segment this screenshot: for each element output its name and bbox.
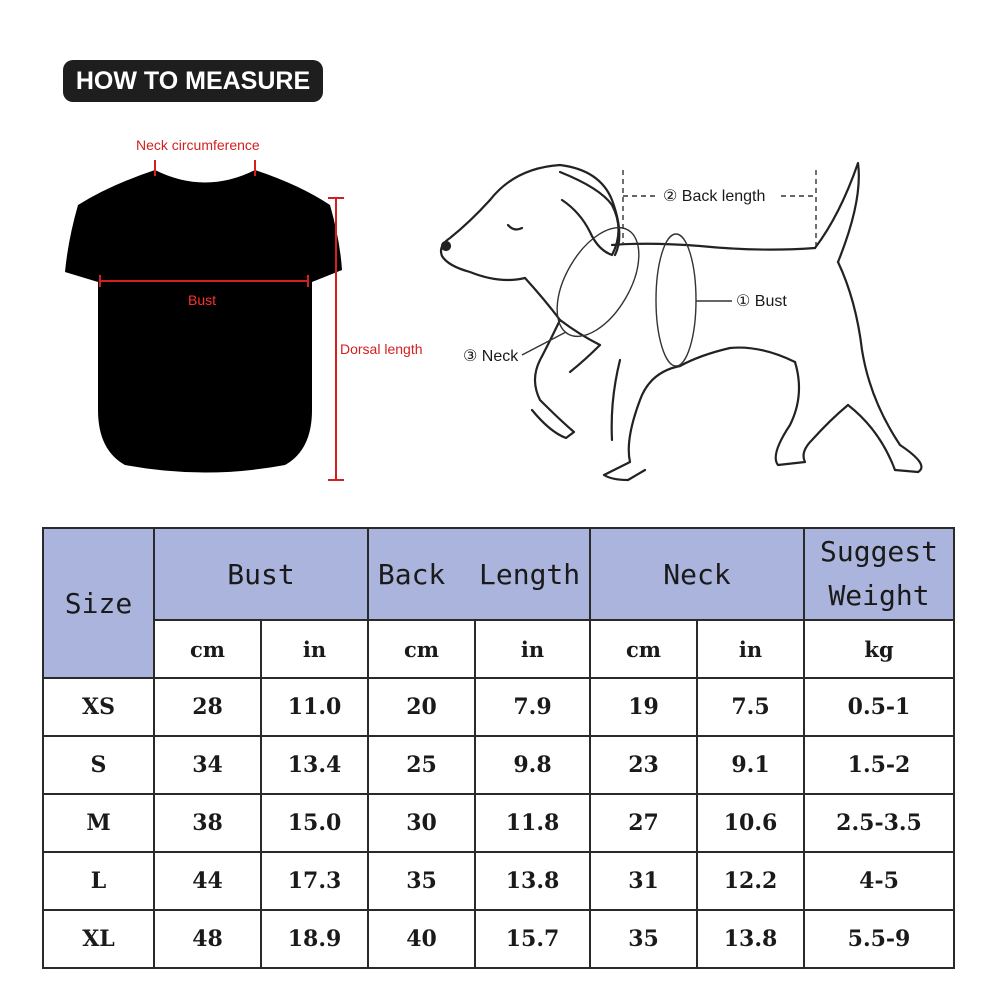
how-to-measure-badge: HOW TO MEASURE — [63, 60, 323, 102]
size-cell: XL — [43, 910, 154, 968]
bust-in-cell: 15.0 — [261, 794, 368, 852]
table-row — [43, 794, 954, 852]
dog-neck-label: ③ Neck — [460, 346, 521, 366]
bust-header: Bust — [154, 528, 368, 620]
size-cell: M — [43, 794, 154, 852]
weight-cell: 0.5-1 — [804, 678, 954, 736]
weight-cell: 1.5-2 — [804, 736, 954, 794]
bust-cm-cell: 48 — [154, 910, 261, 968]
back-cm-cell: 20 — [368, 678, 475, 736]
dog-bust-label: ① Bust — [733, 291, 790, 311]
table-row — [43, 736, 954, 794]
dog-guides — [623, 170, 816, 246]
back-cm-cell: 40 — [368, 910, 475, 968]
back-in-cell: 7.9 — [475, 678, 590, 736]
back-cm-cell: 35 — [368, 852, 475, 910]
neck-loop — [540, 214, 655, 350]
unit-cell: cm — [154, 620, 261, 678]
unit-cell: in — [261, 620, 368, 678]
bust-in-cell: 11.0 — [261, 678, 368, 736]
neck-in-cell: 7.5 — [697, 678, 804, 736]
table-row — [43, 910, 954, 968]
weight-cell: 5.5-9 — [804, 910, 954, 968]
bust-cm-cell: 34 — [154, 736, 261, 794]
bust-in-cell: 18.9 — [261, 910, 368, 968]
dog-loops — [522, 214, 732, 366]
back-in-cell: 13.8 — [475, 852, 590, 910]
neck-in-cell: 10.6 — [697, 794, 804, 852]
bust-cm-cell: 44 — [154, 852, 261, 910]
neck-cm-cell: 27 — [590, 794, 697, 852]
bust-label: Bust — [188, 292, 217, 308]
unit-cell: in — [697, 620, 804, 678]
size-cell: XS — [43, 678, 154, 736]
header-row — [43, 528, 954, 620]
back-cm-cell: 30 — [368, 794, 475, 852]
size-cell: S — [43, 736, 154, 794]
weight-cell: 4-5 — [804, 852, 954, 910]
neck-cm-cell: 19 — [590, 678, 697, 736]
suggest-weight-header: Suggest Weight — [804, 528, 954, 620]
dog-drawing — [441, 163, 921, 480]
back-length-header: Back Length — [368, 528, 590, 620]
neck-in-cell: 9.1 — [697, 736, 804, 794]
size-chart-table — [42, 527, 955, 969]
neck-in-cell: 12.2 — [697, 852, 804, 910]
bust-cm-cell: 38 — [154, 794, 261, 852]
neck-circumference-label: Neck circumference — [136, 137, 260, 153]
back-in-cell: 15.7 — [475, 910, 590, 968]
back-in-cell: 11.8 — [475, 794, 590, 852]
unit-cell: cm — [368, 620, 475, 678]
size-cell: L — [43, 852, 154, 910]
bust-loop — [656, 234, 696, 366]
neck-header: Neck — [590, 528, 804, 620]
dog-shirt-shape — [65, 170, 342, 473]
neck-cm-cell: 23 — [590, 736, 697, 794]
neck-in-cell: 13.8 — [697, 910, 804, 968]
neck-cm-cell: 31 — [590, 852, 697, 910]
size-header: Size — [43, 528, 154, 678]
back-length-label: ② Back length — [660, 186, 768, 206]
bust-in-cell: 13.4 — [261, 736, 368, 794]
back-cm-cell: 25 — [368, 736, 475, 794]
unit-row — [43, 620, 954, 678]
table-row — [43, 678, 954, 736]
dorsal-length-label: Dorsal length — [340, 341, 423, 357]
unit-cell: kg — [804, 620, 954, 678]
weight-cell: 2.5-3.5 — [804, 794, 954, 852]
neck-cm-cell: 35 — [590, 910, 697, 968]
unit-cell: cm — [590, 620, 697, 678]
bust-in-cell: 17.3 — [261, 852, 368, 910]
unit-cell: in — [475, 620, 590, 678]
back-in-cell: 9.8 — [475, 736, 590, 794]
table-row — [43, 852, 954, 910]
bust-cm-cell: 28 — [154, 678, 261, 736]
